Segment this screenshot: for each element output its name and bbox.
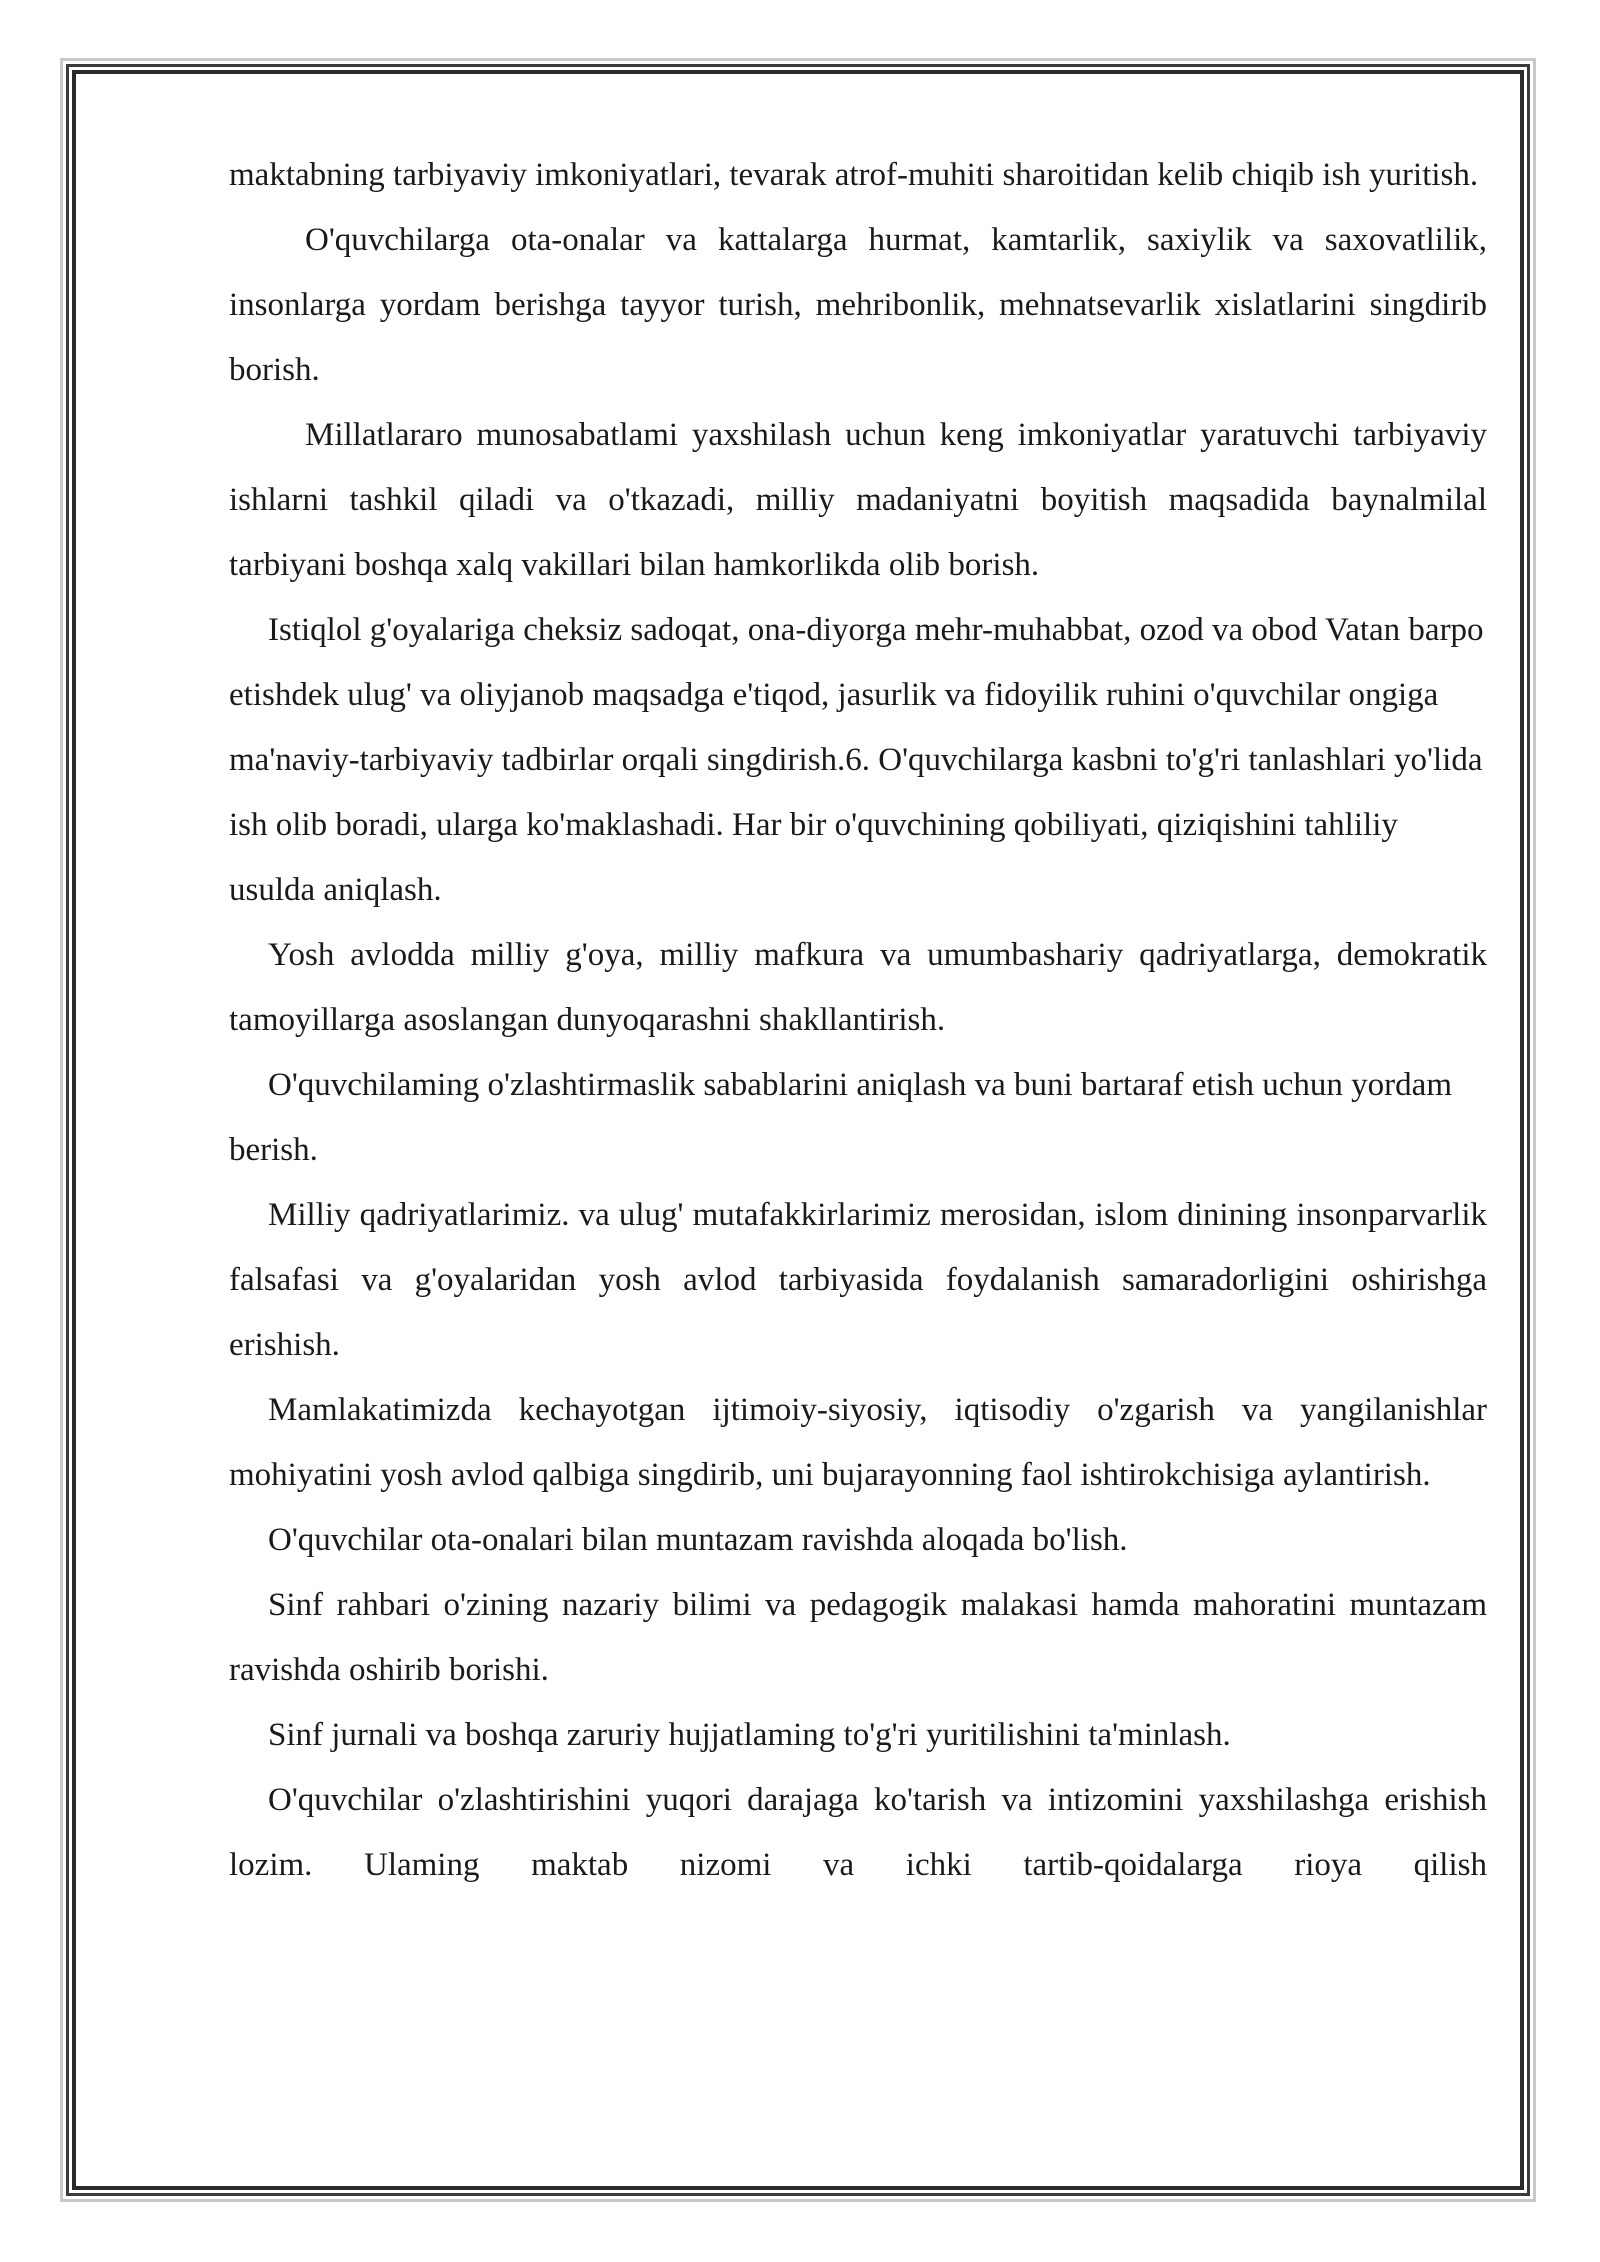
paragraph-7: Milliy qadriyatlarimiz. va ulug' mutafakkirlarimiz merosidan, islom dinining insonparvarlik falsafasi va g'oyalaridan yosh avlod tarbiyasida foydalanish samaradorligini oshirishga erishish. bbox=[229, 1197, 1487, 1363]
paragraph-9: O'quvchilar ota-onalari bilan muntazam ravishda aloqada bo'lish. bbox=[268, 1522, 1128, 1558]
paragraph-12: O'quvchilar o'zlashtirishini yuqori darajaga ko'tarish va intizomini yaxshilashga erishish lozim. Ulaming maktab nizomi va ichki tartib-qoidalarga rioya qilish bbox=[229, 1782, 1487, 1883]
paragraph-5: Yosh avlodda milliy g'oya, milliy mafkura va umumbashariy qadriyatlarga, demokratik tamoyillarga asoslangan dunyoqarashni shakllantirish. bbox=[229, 937, 1487, 1038]
paragraph-11: Sinf jurnali va boshqa zaruriy hujjatlaming to'g'ri yuritilishini ta'minlash. bbox=[268, 1717, 1231, 1753]
document-body bbox=[229, 143, 1487, 1898]
paragraph-2: O'quvchilarga ota-onalar va kattalarga hurmat, kamtarlik, saxiylik va saxovatlilik, insonlarga yordam berishga tayyor turish, mehribonlik, mehnatsevarlik xislatlarini singdirib borish. bbox=[229, 222, 1487, 388]
paragraph-10: Sinf rahbari o'zining nazariy bilimi va pedagogik malakasi hamda mahoratini muntazam ravishda oshirib borishi. bbox=[229, 1587, 1487, 1688]
paragraph-8: Mamlakatimizda kechayotgan ijtimoiy-siyosiy, iqtisodiy o'zgarish va yangilanishlar mohiyatini yosh avlod qalbiga singdirib, uni bujarayonning faol ishtirokchisiga aylantirish. bbox=[229, 1392, 1487, 1493]
paragraph-1: maktabning tarbiyaviy imkoniyatlari, tevarak atrof-muhiti sharoitidan kelib chiqib ish yuritish. bbox=[229, 157, 1479, 193]
paragraph-4: Istiqlol g'oyalariga cheksiz sadoqat, ona-diyorga mehr-muhabbat, ozod va obod Vatan barpo etishdek ulug' va oliyjanob maqsadga e'tiqod, jasurlik va fidoyilik ruhini o'quvchilar ongiga ma'naviy-tarbiyaviy tadbirlar orqali singdirish.6. O'quvchilarga kasbni to'g'ri tanlashlari yo'lida ish olib boradi, ularga ko'maklashadi. Har bir o'quvchining qobiliyati, qiziqishini tahliliy usulda aniqlash. bbox=[229, 612, 1484, 908]
paragraph-3: Millatlararo munosabatlami yaxshilash uchun keng imkoniyatlar yaratuvchi tarbiyaviy ishlarni tashkil qiladi va o'tkazadi, milliy madaniyatni boyitish maqsadida baynalmilal tarbiyani boshqa xalq vakillari bilan hamkorlikda olib borish. bbox=[229, 417, 1487, 583]
paragraph-6: O'quvchilaming o'zlashtirmaslik sabablarini aniqlash va buni bartaraf etish uchun yordam berish. bbox=[229, 1067, 1452, 1168]
